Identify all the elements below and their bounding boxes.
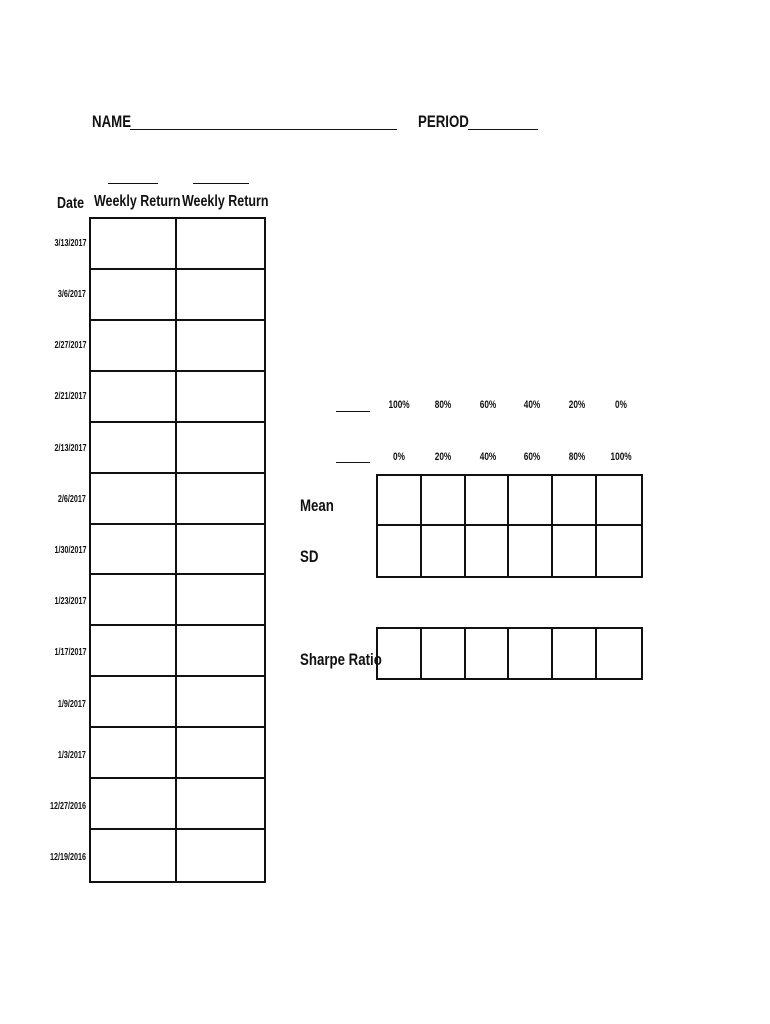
date-label: 12/27/2016 xyxy=(49,801,86,813)
period-field[interactable] xyxy=(468,129,538,130)
return-cell[interactable] xyxy=(177,219,264,270)
return-cell[interactable] xyxy=(177,728,264,779)
stat-cell[interactable] xyxy=(466,629,510,678)
allocation-percent: 60% xyxy=(523,451,541,463)
return-cell[interactable] xyxy=(177,270,264,321)
date-column-header: Date xyxy=(57,195,85,212)
return-cell[interactable] xyxy=(91,830,177,881)
weekly-return-2-header: Weekly Return xyxy=(182,193,269,210)
allocation-percent: 40% xyxy=(479,451,497,463)
date-label: 1/3/2017 xyxy=(57,749,86,761)
allocation-percent: 60% xyxy=(479,399,497,411)
return-cell[interactable] xyxy=(177,525,264,576)
sharpe-ratio-table xyxy=(376,627,643,680)
weekly-return-1-header: Weekly Return xyxy=(94,193,181,210)
stat-cell[interactable] xyxy=(422,476,466,526)
name-field[interactable] xyxy=(130,129,397,130)
return-cell[interactable] xyxy=(177,575,264,626)
return-cell[interactable] xyxy=(91,474,177,525)
return-cell[interactable] xyxy=(91,372,177,423)
date-label: 1/30/2017 xyxy=(53,545,86,556)
return-cell[interactable] xyxy=(177,779,264,830)
return-cell[interactable] xyxy=(91,423,177,474)
return-cell[interactable] xyxy=(177,626,264,677)
stat-cell[interactable] xyxy=(466,476,510,526)
allocation-percent: 80% xyxy=(568,451,586,463)
stat-cell[interactable] xyxy=(597,526,641,576)
stat-cell[interactable] xyxy=(378,476,422,526)
return-cell[interactable] xyxy=(91,626,177,677)
date-label: 12/19/2016 xyxy=(49,852,86,864)
return-cell[interactable] xyxy=(177,830,264,881)
return-cell[interactable] xyxy=(91,677,177,728)
date-label: 2/13/2017 xyxy=(53,442,86,454)
stat-cell[interactable] xyxy=(378,629,422,678)
stat-cell[interactable] xyxy=(553,476,597,526)
date-label: 2/6/2017 xyxy=(57,493,86,505)
stat-cell[interactable] xyxy=(378,526,422,576)
weekly-returns-table xyxy=(89,217,266,883)
header xyxy=(92,110,552,136)
allocation-percent: 100% xyxy=(388,399,410,411)
sd-label: SD xyxy=(300,547,319,566)
stat-cell[interactable] xyxy=(466,526,510,576)
return-cell[interactable] xyxy=(91,219,177,270)
allocation-percent: 100% xyxy=(610,451,632,463)
mean-label: Mean xyxy=(300,496,334,515)
return-cell[interactable] xyxy=(177,474,264,525)
name-label: NAME xyxy=(92,112,132,131)
date-label: 2/21/2017 xyxy=(53,391,86,403)
return-cell[interactable] xyxy=(91,728,177,779)
stat-cell[interactable] xyxy=(553,526,597,576)
return-cell[interactable] xyxy=(91,779,177,830)
stat-cell[interactable] xyxy=(509,526,553,576)
stat-cell[interactable] xyxy=(597,629,641,678)
allocation-percent: 20% xyxy=(568,399,586,411)
stat-cell[interactable] xyxy=(422,526,466,576)
return-cell[interactable] xyxy=(91,575,177,626)
return-cell[interactable] xyxy=(177,677,264,728)
stat-cell[interactable] xyxy=(553,629,597,678)
date-label: 1/23/2017 xyxy=(53,596,86,608)
return-cell[interactable] xyxy=(91,270,177,321)
stat-cell[interactable] xyxy=(597,476,641,526)
mean-sd-table xyxy=(376,474,643,578)
period-label: PERIOD xyxy=(418,112,469,131)
allocation-percent: 0% xyxy=(393,451,405,463)
date-label: 3/13/2017 xyxy=(53,237,86,249)
allocation-percent: 0% xyxy=(615,399,627,411)
allocation-percent: 80% xyxy=(434,399,452,411)
stat-cell[interactable] xyxy=(422,629,466,678)
date-label: 1/17/2017 xyxy=(53,647,86,659)
stat-cell[interactable] xyxy=(509,476,553,526)
date-label: 2/27/2017 xyxy=(53,340,86,352)
return-cell[interactable] xyxy=(91,321,177,372)
allocation-percent: 40% xyxy=(523,399,541,411)
return-cell[interactable] xyxy=(177,423,264,474)
return-cell[interactable] xyxy=(177,321,264,372)
asset-2-name-field[interactable] xyxy=(193,183,249,184)
date-label: 1/9/2017 xyxy=(57,698,86,710)
sharpe-ratio-label: Sharpe Ratio xyxy=(300,650,382,669)
allocation-percent: 20% xyxy=(434,451,452,463)
allocation-asset-2-field[interactable] xyxy=(336,462,370,463)
return-cell[interactable] xyxy=(177,372,264,423)
stat-cell[interactable] xyxy=(509,629,553,678)
allocation-asset-1-field[interactable] xyxy=(336,411,370,412)
return-cell[interactable] xyxy=(91,525,177,576)
asset-1-name-field[interactable] xyxy=(108,183,158,184)
date-label: 3/6/2017 xyxy=(57,288,86,300)
